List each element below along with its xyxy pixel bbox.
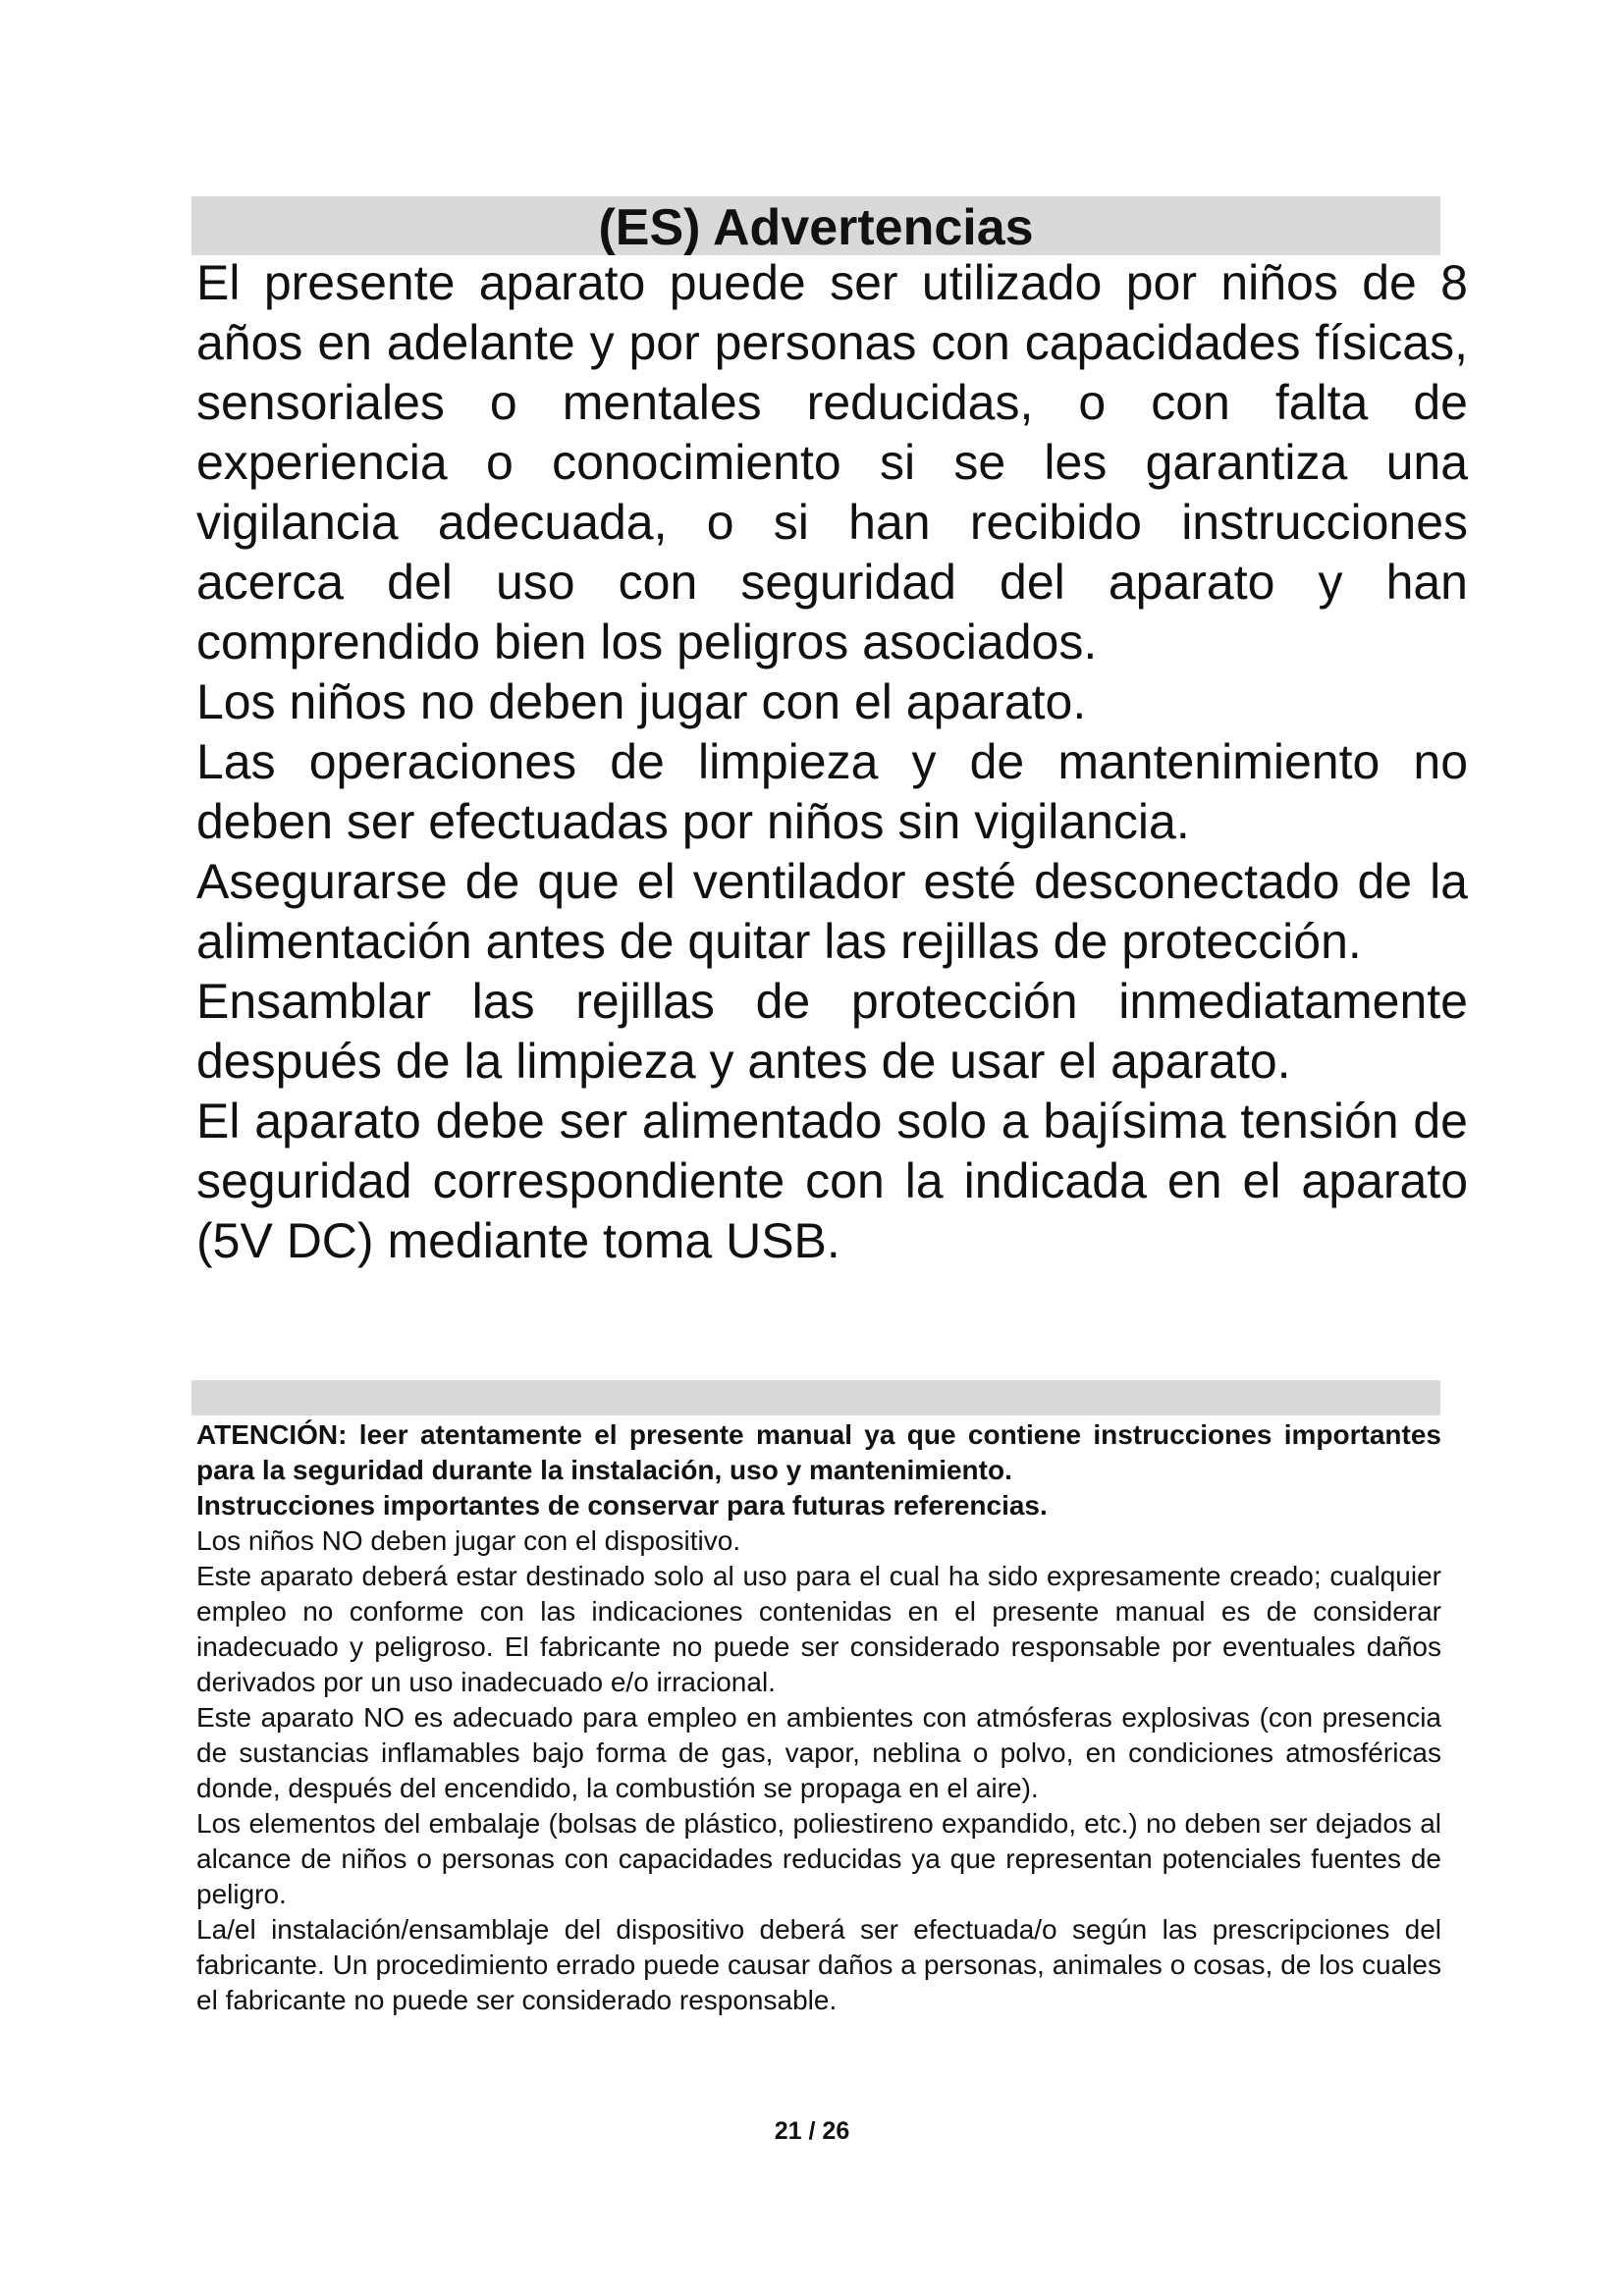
attention-subheading: Instrucciones importantes de conservar para futuras referencias. bbox=[196, 1490, 1048, 1521]
attention-heading: ATENCIÓN: leer atentamente el presente manual ya que contiene instrucciones importantes para la seguridad durante la instalación, uso y mantenimiento. bbox=[196, 1419, 1441, 1485]
attention-block bbox=[196, 1417, 1441, 2018]
warning-paragraph: El aparato debe ser alimentado solo a bajísima tensión de seguridad correspondiente con la indicada en el aparato (5V DC) mediante toma USB. bbox=[196, 1094, 1468, 1268]
section-divider-bar bbox=[191, 1380, 1440, 1415]
attention-paragraph: Los elementos del embalaje (bolsas de plástico, poliestireno expandido, etc.) no deben ser dejados al alcance de niños o personas con capacidades reducidas ya que representan potenciales fuentes de peligro. bbox=[196, 1808, 1441, 1909]
page-number: 21 / 26 bbox=[774, 2117, 850, 2145]
warnings-large-block bbox=[196, 253, 1468, 1271]
warning-paragraph: Asegurarse de que el ventilador esté desconectado de la alimentación antes de quitar las rejillas de protección. bbox=[196, 854, 1468, 969]
warning-paragraph: El presente aparato puede ser utilizado por niños de 8 años en adelante y por personas con capacidades físicas, sensoriales o mentales reducidas, o con falta de experiencia o conocimiento si se les garantiza una vigilancia adecuada, o si han recibido instrucciones acerca del uso con seguridad del aparato y han comprendido bien los peligros asociados. bbox=[196, 255, 1468, 669]
warning-paragraph: Las operaciones de limpieza y de mantenimiento no deben ser efectuadas por niños sin vigilancia. bbox=[196, 734, 1468, 849]
section-title: (ES) Advertencias bbox=[191, 196, 1440, 255]
attention-paragraph: La/el instalación/ensamblaje del dispositivo deberá ser efectuada/o según las prescripciones del fabricante. Un procedimiento errado puede causar daños a personas, animales o cosas, de los cuales el fabricante no puede ser considerado responsable. bbox=[196, 1914, 1441, 2015]
warning-paragraph: Los niños no deben jugar con el aparato. bbox=[196, 674, 1087, 729]
warning-paragraph: Ensamblar las rejillas de protección inmediatamente después de la limpieza y antes de usar el aparato. bbox=[196, 974, 1468, 1089]
attention-paragraph: Este aparato deberá estar destinado solo al uso para el cual ha sido expresamente creado; cualquier empleo no conforme con las indicaciones contenidas en el presente manual es de considerar inadecuado y peligroso. El fabricante no puede ser considerado responsable por eventuales daños derivados por un uso inadecuado e/o irracional. bbox=[196, 1561, 1441, 1697]
attention-paragraph: Este aparato NO es adecuado para empleo en ambientes con atmósferas explosivas (con presencia de sustancias inflamables bajo forma de gas, vapor, neblina o polvo, en condiciones atmosféricas donde, después del encendido, la combustión se propaga en el aire). bbox=[196, 1702, 1441, 1803]
attention-paragraph: Los niños NO deben jugar con el dispositivo. bbox=[196, 1525, 741, 1556]
